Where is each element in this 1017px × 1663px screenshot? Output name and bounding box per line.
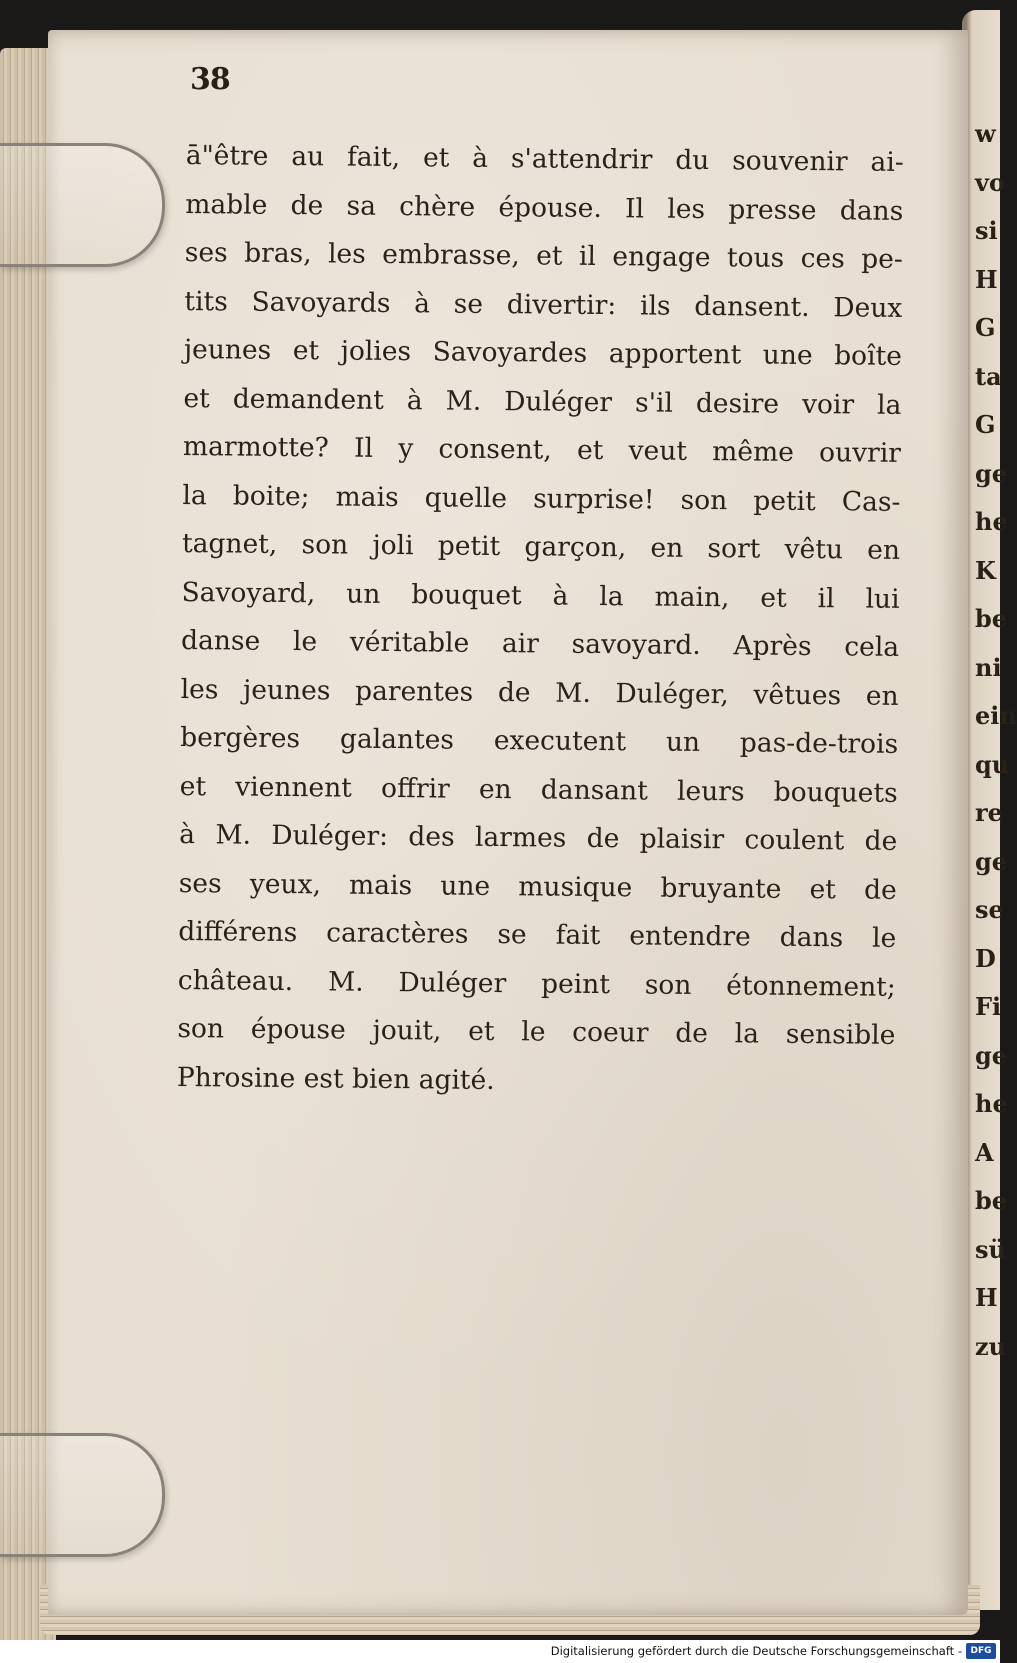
text-line: marmotte? Il y consent, et veut même ouvrir <box>182 430 902 469</box>
digitization-footer <box>0 1640 1000 1663</box>
page-number: 38 <box>190 62 230 97</box>
text-line: Savoyard, un bouquet à la main, et il lui <box>181 576 900 615</box>
text-line: et viennent offrir en dansant leurs bouquets <box>179 770 898 809</box>
page-clip-bottom <box>0 1433 165 1557</box>
facing-text-fragment: vo <box>975 167 1005 197</box>
facing-text-fragment: zu <box>975 1331 1007 1361</box>
facing-text-fragment: ta <box>975 361 1002 391</box>
facing-text-fragment: G <box>975 313 996 342</box>
text-line: ses yeux, mais une musique bruyante et de <box>178 867 897 906</box>
facing-text-fragment: G <box>975 410 996 439</box>
text-line: son épouse jouit, et le coeur de la sensible <box>177 1012 896 1051</box>
text-line: différens caractères se fait entendre dans le <box>178 915 897 954</box>
facing-page-text <box>975 110 1017 1371</box>
text-line: tagnet, son joli petit garçon, en sort vêtu en <box>181 527 901 566</box>
text-line: la boite; mais quelle surprise! son petit Cas- <box>182 479 901 518</box>
text-line: château. M. Duléger peint son étonnement; <box>177 964 896 1003</box>
text-line: mable de sa chère épouse. Il les presse dans <box>185 188 904 227</box>
facing-text-fragment: Fi <box>975 992 1002 1021</box>
text-line: ā"être au fait, et à s'attendrir du souvenir ai- <box>185 139 904 178</box>
facing-text-fragment: be <box>975 604 1008 633</box>
footer-credit: Digitalisierung gefördert durch die Deutsche Forschungsgemeinschaft - <box>550 1644 962 1658</box>
facing-text-fragment: K <box>975 555 996 585</box>
text-line: à M. Duléger: des larmes de plaisir coulent de <box>179 818 898 857</box>
facing-text-fragment: ge <box>975 458 1008 488</box>
facing-text-fragment: ge <box>975 846 1008 876</box>
text-line: tits Savoyards à se divertir: ils dansent. Deux <box>184 285 903 324</box>
text-line: jeunes et jolies Savoyardes apportent une boîte <box>183 333 903 372</box>
page-body-text <box>177 132 904 1109</box>
text-line: ses bras, les embrasse, et il engage tous ces pe- <box>184 236 903 275</box>
page-clip-top <box>0 143 165 267</box>
text-line: et demandent à M. Duléger s'il desire voir la <box>183 382 902 421</box>
text-line: bergères galantes executent un pas-de-trois <box>180 721 899 760</box>
facing-text-fragment: w <box>975 119 996 148</box>
facing-text-fragment: ni <box>975 652 1002 682</box>
facing-text-fragment: H <box>975 264 998 294</box>
facing-text-fragment: re <box>975 798 1003 827</box>
facing-text-fragment: ein <box>975 701 1017 730</box>
facing-text-fragment: be <box>975 1186 1008 1215</box>
text-line: Phrosine est bien agité. <box>176 1061 495 1096</box>
facing-text-fragment: he <box>975 1089 1008 1118</box>
facing-text-fragment: A <box>975 1137 994 1167</box>
facing-text-fragment: ge <box>975 1040 1008 1070</box>
text-line: danse le véritable air savoyard. Après cela <box>180 624 900 663</box>
facing-text-fragment: qu <box>975 749 1010 779</box>
facing-text-fragment: D <box>975 943 996 973</box>
facing-text-fragment: sü <box>975 1234 1006 1264</box>
text-line: les jeunes parentes de M. Duléger, vêtues en <box>180 673 899 712</box>
dfg-logo: DFG <box>966 1643 996 1659</box>
facing-text-fragment: si <box>975 216 998 245</box>
facing-text-fragment: H <box>975 1283 998 1312</box>
facing-text-fragment: he <box>975 507 1008 536</box>
facing-text-fragment: se <box>975 895 1004 924</box>
